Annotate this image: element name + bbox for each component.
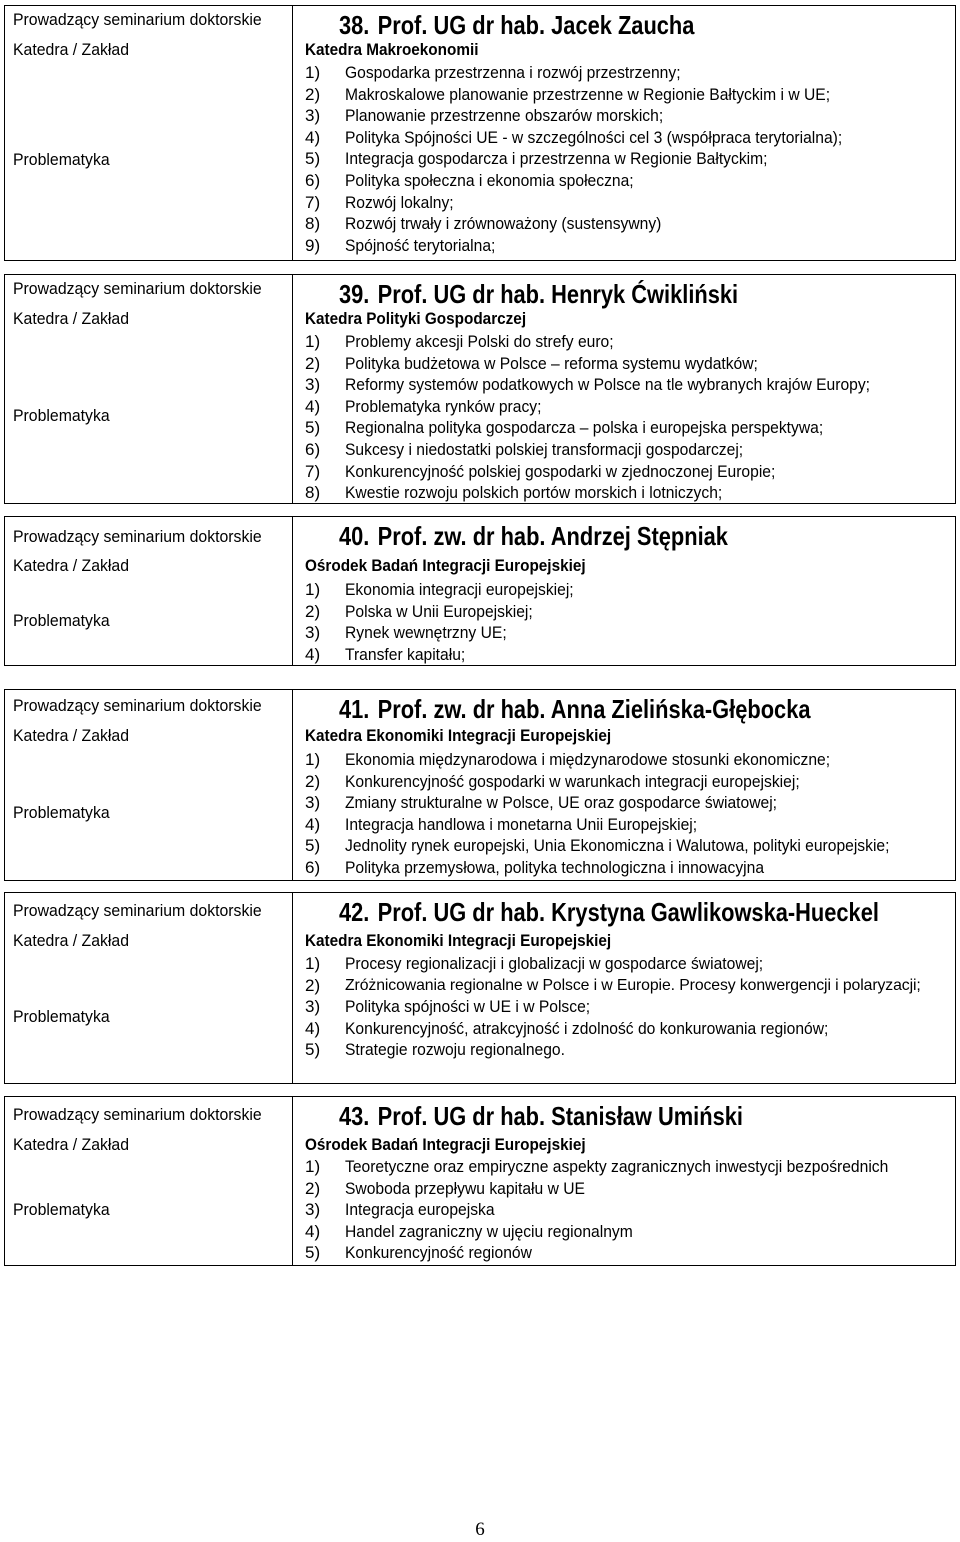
lecturer-name-text: Prof. UG dr hab. Stanisław Umiński: [377, 1101, 743, 1131]
topic-number: 9): [305, 235, 321, 255]
topics-list: [305, 749, 951, 879]
topic-item: [305, 996, 951, 1018]
topic-item: [305, 353, 951, 375]
entry-number: 42.: [339, 897, 370, 927]
seminar-entry: [4, 892, 956, 1084]
topic-text: Strategie rozwoju regionalnego.: [345, 1040, 565, 1060]
entry-content: [301, 275, 951, 503]
lecturer-name-text: Prof. UG dr hab. Henryk Ćwikliński: [377, 279, 739, 309]
topic-text: Sukcesy i niedostatki polskiej transformacji gospodarczej;: [345, 439, 744, 459]
topic-text: Jednolity rynek europejski, Unia Ekonomiczna i Walutowa, polityki europejskie;: [345, 836, 890, 856]
department-name: Ośrodek Badań Integracji Europejskiej: [305, 1135, 586, 1154]
topic-text: Polska w Unii Europejskiej;: [345, 601, 533, 621]
topic-number: 1): [305, 580, 321, 599]
topic-text: Planowanie przestrzenne obszarów morskich;: [345, 106, 664, 126]
topic-item: [305, 749, 951, 771]
topic-item: [305, 461, 951, 483]
topics-list: [305, 331, 951, 504]
topics-list: [305, 62, 951, 256]
topic-text: Kwestie rozwoju polskich portów morskich i lotniczych;: [345, 483, 723, 503]
entry-content: [301, 6, 951, 260]
department-name: Katedra Polityki Gospodarczej: [305, 309, 527, 328]
topics-list: [305, 1156, 951, 1264]
topic-number: 4): [305, 1221, 321, 1241]
topic-number: 6): [305, 439, 321, 459]
entry-number: 40.: [339, 521, 370, 551]
topic-text: Teoretyczne oraz empiryczne aspekty zagranicznych inwestycji bezpośrednich: [345, 1157, 889, 1176]
topic-item: [305, 148, 951, 170]
label-lecturer: Prowadzący seminarium doktorskie: [13, 527, 262, 546]
topic-item: [305, 439, 951, 461]
topic-number: 7): [305, 461, 321, 481]
topic-item: [305, 771, 951, 793]
topic-text: Rynek wewnętrzny UE;: [345, 623, 507, 643]
topic-number: 3): [305, 375, 321, 395]
topic-text: Konkurencyjność regionów: [345, 1243, 532, 1263]
seminar-entry: [4, 274, 956, 504]
seminar-entry: [4, 516, 956, 666]
label-department: Katedra / Zakład: [13, 1135, 130, 1154]
topic-number: 4): [305, 644, 321, 664]
label-lecturer: Prowadzący seminarium doktorskie: [13, 901, 262, 920]
topic-text: Polityka spójności w UE i w Polsce;: [345, 997, 591, 1017]
topic-item: [305, 331, 951, 353]
topic-text: Problematyka rynków pracy;: [345, 396, 542, 416]
topic-text: Zróżnicowania regionalne w Polsce i w Europie. Procesy konwergencji i polaryzacji;: [345, 976, 921, 994]
lecturer-name: [339, 10, 694, 40]
department-name: Katedra Makroekonomii: [305, 40, 479, 59]
topic-number: 5): [305, 418, 321, 438]
entry-number: 43.: [339, 1101, 370, 1131]
topic-number: 4): [305, 127, 321, 147]
seminar-entry: [4, 5, 956, 261]
topic-item: [305, 127, 951, 149]
topic-item: [305, 622, 951, 644]
label-department: Katedra / Zakład: [13, 40, 130, 59]
seminar-entry: [4, 1096, 956, 1266]
lecturer-name: [339, 1101, 743, 1131]
topic-item: [305, 192, 951, 214]
topic-item: [305, 1199, 951, 1221]
topic-number: 5): [305, 836, 321, 856]
topic-item: [305, 235, 951, 257]
topic-number: 1): [305, 63, 321, 82]
topic-text: Rozwój trwały i zrównoważony (sustensywny): [345, 214, 662, 234]
topic-item: [305, 170, 951, 192]
label-topics: Problematyka: [13, 803, 110, 822]
topic-item: [305, 975, 951, 997]
label-lecturer: Prowadzący seminarium doktorskie: [13, 279, 262, 298]
topics-list: [305, 953, 951, 1061]
topic-text: Ekonomia międzynarodowa i międzynarodowe stosunki ekonomiczne;: [345, 750, 831, 769]
topic-item: [305, 857, 951, 879]
topic-item: [305, 213, 951, 235]
topic-text: Integracja handlowa i monetarna Unii Europejskiej;: [345, 814, 698, 834]
topic-text: Konkurencyjność, atrakcyjność i zdolność do konkurowania regionów;: [345, 1018, 829, 1038]
topic-number: 1): [305, 1157, 321, 1176]
entry-number: 39.: [339, 279, 370, 309]
topic-text: Polityka przemysłowa, polityka technologiczna i innowacyjna: [345, 857, 765, 877]
label-lecturer: Prowadzący seminarium doktorskie: [13, 696, 262, 715]
topic-number: 7): [305, 192, 321, 212]
topic-item: [305, 579, 951, 601]
department-name: Ośrodek Badań Integracji Europejskiej: [305, 556, 586, 575]
lecturer-name-text: Prof. UG dr hab. Jacek Zaucha: [377, 10, 695, 40]
topic-text: Reformy systemów podatkowych w Polsce na tle wybranych krajów Europy;: [345, 375, 871, 395]
topic-number: 2): [305, 1178, 321, 1198]
label-topics: Problematyka: [13, 406, 110, 425]
topic-text: Polityka społeczna i ekonomia społeczna;: [345, 170, 634, 190]
topic-item: [305, 1221, 951, 1243]
lecturer-name: [339, 897, 879, 927]
department-name: Katedra Ekonomiki Integracji Europejskiej: [305, 931, 612, 950]
topic-text: Rozwój lokalny;: [345, 192, 454, 212]
entry-content: [301, 517, 951, 665]
topic-number: 6): [305, 857, 321, 877]
topic-number: 1): [305, 332, 321, 351]
topic-item: [305, 1018, 951, 1040]
topic-text: Problemy akcesji Polski do strefy euro;: [345, 332, 614, 351]
topic-text: Regionalna polityka gospodarcza – polska i europejska perspektywa;: [345, 418, 824, 438]
topic-text: Integracja gospodarcza i przestrzenna w Regionie Bałtyckim;: [345, 149, 768, 169]
topics-list: [305, 579, 951, 665]
entry-content: [301, 690, 951, 880]
topic-number: 4): [305, 814, 321, 834]
topic-text: Makroskalowe planowanie przestrzenne w Regionie Bałtyckim i w UE;: [345, 84, 831, 104]
lecturer-name: [339, 694, 810, 724]
topic-text: Spójność terytorialna;: [345, 235, 496, 255]
label-topics: Problematyka: [13, 1200, 110, 1219]
topic-text: Swoboda przepływu kapitału w UE: [345, 1178, 585, 1198]
topic-text: Zmiany strukturalne w Polsce, UE oraz gospodarce światowej;: [345, 793, 778, 813]
lecturer-name-text: Prof. zw. dr hab. Andrzej Stępniak: [377, 521, 728, 551]
label-department: Katedra / Zakład: [13, 309, 130, 328]
topic-item: [305, 417, 951, 439]
label-department: Katedra / Zakład: [13, 931, 130, 950]
topic-number: 3): [305, 623, 321, 643]
topic-text: Gospodarka przestrzenna i rozwój przestrzenny;: [345, 63, 681, 82]
lecturer-name: [339, 279, 738, 309]
topic-text: Transfer kapitału;: [345, 644, 466, 664]
topic-text: Integracja europejska: [345, 1200, 495, 1220]
topic-number: 2): [305, 601, 321, 621]
topic-number: 2): [305, 771, 321, 791]
topic-item: [305, 953, 951, 975]
seminar-entry: [4, 689, 956, 881]
topic-text: Polityka Spójności UE - w szczególności cel 3 (współpraca terytorialna);: [345, 127, 843, 147]
topic-number: 3): [305, 1200, 321, 1220]
topic-number: 4): [305, 1018, 321, 1038]
topic-item: [305, 105, 951, 127]
label-topics: Problematyka: [13, 1007, 110, 1026]
topic-item: [305, 792, 951, 814]
label-department: Katedra / Zakład: [13, 726, 130, 745]
label-lecturer: Prowadzący seminarium doktorskie: [13, 1105, 262, 1124]
topic-number: 3): [305, 106, 321, 126]
topic-item: [305, 814, 951, 836]
topic-number: 3): [305, 997, 321, 1017]
topic-number: 5): [305, 1040, 321, 1060]
lecturer-name-text: Prof. UG dr hab. Krystyna Gawlikowska-Hueckel: [377, 897, 879, 927]
topic-text: Ekonomia integracji europejskiej;: [345, 580, 574, 599]
entry-number: 38.: [339, 10, 370, 40]
topic-item: [305, 374, 951, 396]
label-lecturer: Prowadzący seminarium doktorskie: [13, 10, 262, 29]
topic-number: 4): [305, 396, 321, 416]
topic-text: Konkurencyjność gospodarki w warunkach integracji europejskiej;: [345, 771, 800, 791]
entry-content: [301, 1097, 951, 1265]
label-topics: Problematyka: [13, 611, 110, 630]
topic-number: 5): [305, 149, 321, 169]
topic-number: 5): [305, 1243, 321, 1263]
entry-number: 41.: [339, 694, 370, 724]
lecturer-name-text: Prof. zw. dr hab. Anna Zielińska-Głębocka: [377, 694, 811, 724]
page-number: 6: [475, 1519, 485, 1540]
topic-item: [305, 84, 951, 106]
topic-text: Konkurencyjność polskiej gospodarki w zjednoczonej Europie;: [345, 461, 776, 481]
topic-number: 2): [305, 975, 321, 995]
topic-item: [305, 601, 951, 623]
topic-number: 3): [305, 793, 321, 813]
label-topics: Problematyka: [13, 150, 110, 169]
topic-item: [305, 396, 951, 418]
topic-text: Polityka budżetowa w Polsce – reforma systemu wydatków;: [345, 353, 758, 373]
topic-item: [305, 835, 951, 857]
topic-number: 2): [305, 84, 321, 104]
topic-item: [305, 482, 951, 504]
topic-item: [305, 1178, 951, 1200]
department-name: Katedra Ekonomiki Integracji Europejskiej: [305, 726, 612, 745]
topic-text: Procesy regionalizacji i globalizacji w gospodarce światowej;: [345, 954, 764, 973]
topic-number: 8): [305, 214, 321, 234]
topic-number: 2): [305, 353, 321, 373]
topic-item: [305, 644, 951, 666]
topic-number: 1): [305, 954, 321, 973]
topic-number: 6): [305, 170, 321, 190]
topic-item: [305, 1039, 951, 1061]
topic-number: 1): [305, 750, 321, 769]
entry-content: [301, 893, 951, 1083]
topic-item: [305, 1156, 951, 1178]
topic-item: [305, 1242, 951, 1264]
topic-item: [305, 62, 951, 84]
label-department: Katedra / Zakład: [13, 556, 130, 575]
topic-number: 8): [305, 483, 321, 503]
topic-text: Handel zagraniczny w ujęciu regionalnym: [345, 1221, 633, 1241]
lecturer-name: [339, 521, 728, 551]
